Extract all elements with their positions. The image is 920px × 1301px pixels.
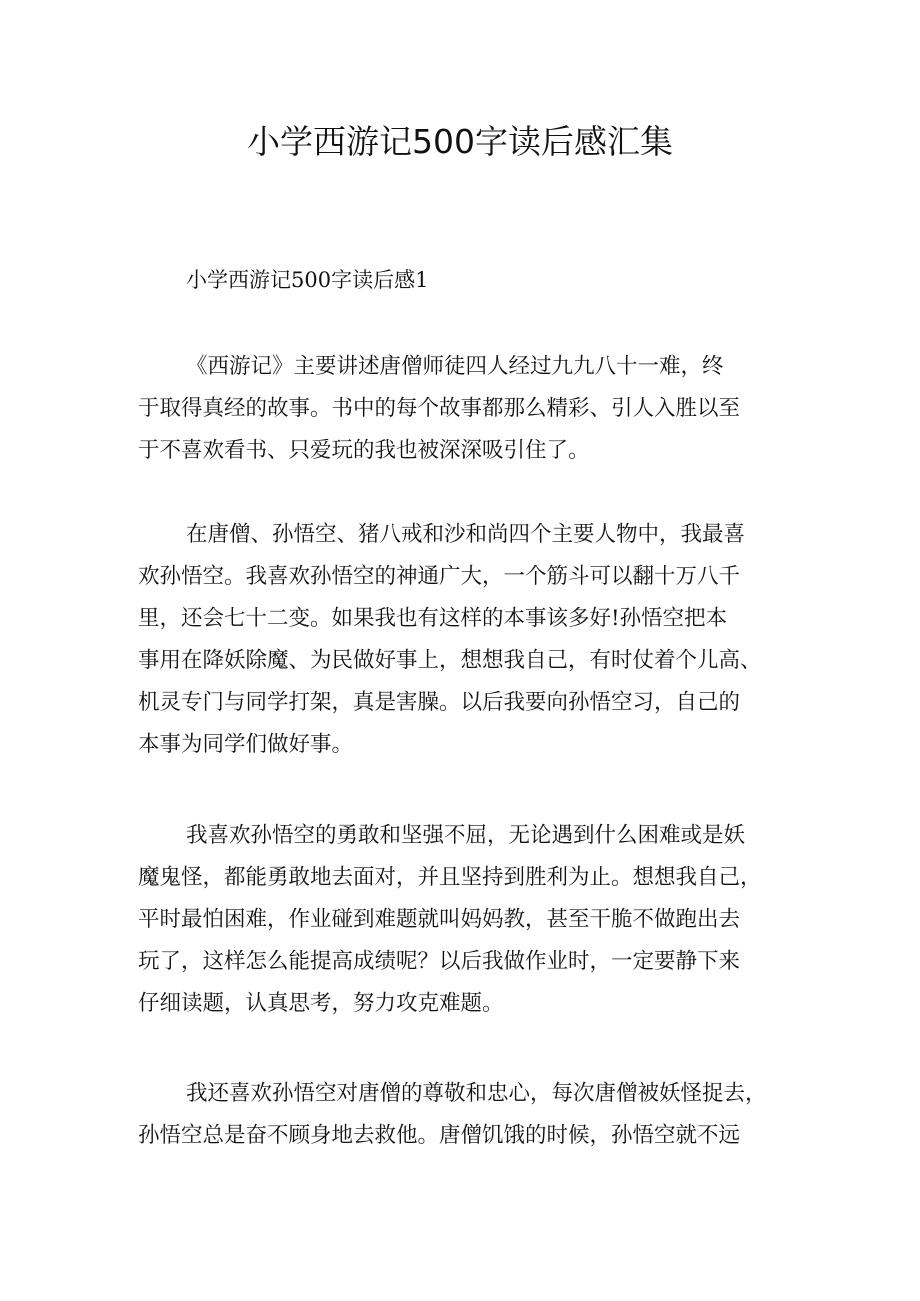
paragraph-line: 我喜欢孙悟空的勇敢和坚强不屈，无论遇到什么困难或是妖 — [186, 823, 746, 848]
paragraph-line: 我还喜欢孙悟空对唐僧的尊敬和忠心，每次唐僧被妖怪捉去， — [186, 1081, 767, 1106]
paragraph-line: 玩了，这样怎么能提高成绩呢？以后我做作业时，一定要静下来 — [138, 949, 741, 974]
paragraph-3 — [138, 815, 788, 1025]
page-title: 小学西游记500字读后感汇集 — [247, 122, 673, 161]
paragraph-line: 孙悟空总是奋不顾身地去救他。唐僧饥饿的时候，孙悟空就不远 — [138, 1123, 741, 1148]
paragraph-line: 于不喜欢看书、只爱玩的我也被深深吸引住了。 — [138, 438, 590, 463]
paragraph-line: 在唐僧、孙悟空、猪八戒和沙和尚四个主要人物中，我最喜 — [186, 522, 746, 547]
paragraph-1 — [138, 346, 788, 472]
paragraph-line: 本事为同学们做好事。 — [138, 732, 354, 757]
paragraph-line: 事用在降妖除魔、为民做好事上，想想我自己，有时仗着个儿高、 — [138, 648, 762, 673]
paragraph-2 — [138, 514, 788, 766]
paragraph-line: 平时最怕困难，作业碰到难题就叫妈妈教，甚至干脆不做跑出去 — [138, 907, 741, 932]
paragraph-line: 魔鬼怪，都能勇敢地去面对，并且坚持到胜利为止。想想我自己， — [138, 865, 762, 890]
paragraph-line: 仔细读题，认真思考，努力攻克难题。 — [138, 991, 504, 1016]
paragraph-line: 里，还会七十二变。如果我也有这样的本事该多好!孙悟空把本 — [138, 606, 728, 631]
paragraph-line: 于取得真经的故事。书中的每个故事都那么精彩、引人入胜以至 — [138, 396, 741, 421]
section-heading: 小学西游记500字读后感1 — [186, 268, 429, 292]
paragraph-line: 《西游记》主要讲述唐僧师徒四人经过九九八十一难，终 — [186, 354, 724, 379]
paragraph-line: 机灵专门与同学打架，真是害臊。以后我要向孙悟空习，自己的 — [138, 690, 741, 715]
paragraph-4 — [138, 1073, 788, 1157]
paragraph-line: 欢孙悟空。我喜欢孙悟空的神通广大，一个筋斗可以翻十万八千 — [138, 564, 741, 589]
